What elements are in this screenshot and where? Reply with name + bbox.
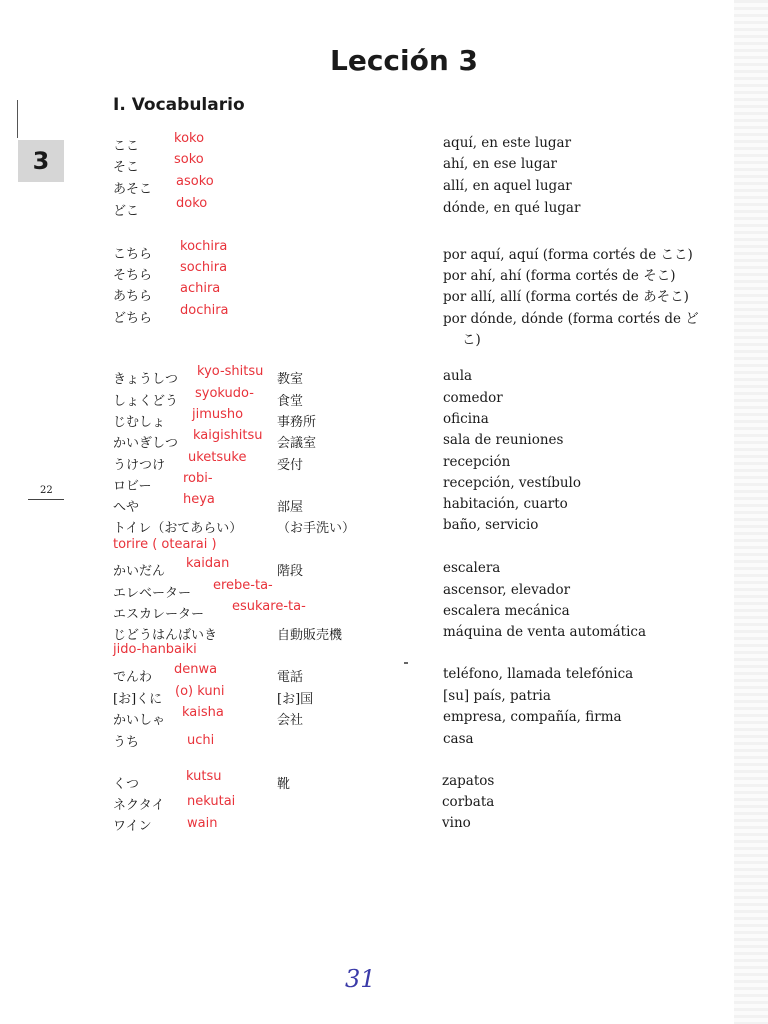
lesson-title: Lección 3 [330, 44, 479, 77]
spanish-meaning: recepción [443, 454, 511, 470]
japanese-term: エレベーター [113, 586, 192, 601]
romaji-note: torire ( otearai ) [113, 537, 217, 552]
kanji-term: 会社 [277, 713, 304, 728]
japanese-term: へや [113, 500, 140, 515]
japanese-term: でんわ [113, 670, 153, 685]
list-item [0, 386, 768, 412]
romaji-note: sochira [180, 260, 228, 275]
list-item [0, 131, 768, 157]
spanish-meaning: dónde, en qué lugar [443, 200, 581, 216]
spanish-meaning: habitación, cuarto [443, 496, 568, 512]
japanese-term: エスカレーター [113, 607, 205, 622]
romaji-note: wain [187, 816, 218, 831]
list-item [0, 281, 768, 307]
romaji-note: doko [176, 196, 208, 211]
romaji-line [0, 642, 768, 664]
list-item [0, 364, 768, 390]
list-item [0, 599, 768, 625]
handwritten-page-number: 31 [345, 965, 376, 993]
list-item [0, 303, 768, 329]
list-item [0, 517, 768, 539]
romaji-note: erebe-ta- [213, 578, 273, 593]
japanese-term: ロビー [113, 479, 152, 494]
list-item [0, 556, 768, 582]
japanese-term: トイレ（おてあらい） [113, 521, 243, 536]
list-item [0, 705, 768, 731]
spanish-meaning: casa [443, 731, 474, 747]
list-item-continuation [0, 328, 768, 350]
romaji-note: kochira [180, 239, 228, 254]
list-item [0, 471, 768, 497]
list-item [0, 450, 768, 476]
japanese-term: しょくどう [113, 394, 179, 409]
romaji-note: kaidan [186, 556, 230, 571]
spanish-meaning: teléfono, llamada telefónica [443, 666, 634, 682]
spanish-meaning: recepción, vestíbulo [443, 475, 581, 491]
list-item [0, 196, 768, 222]
japanese-term: ここ [113, 139, 140, 154]
spanish-meaning: sala de reuniones [443, 432, 564, 448]
spanish-meaning: por aquí, aquí (forma cortés de ここ) [443, 247, 693, 263]
list-item [0, 769, 768, 795]
japanese-term: かいだん [113, 564, 166, 579]
romaji-note: (o) kuni [175, 684, 225, 699]
romaji-note: kaisha [182, 705, 224, 720]
kanji-term: 受付 [277, 458, 304, 473]
list-item [0, 684, 768, 710]
list-item [0, 794, 768, 816]
kanji-term: 部屋 [277, 500, 304, 515]
spanish-meaning: [su] país, patria [443, 688, 551, 704]
kanji-term: 会議室 [277, 436, 317, 451]
romaji-note: uketsuke [188, 450, 247, 465]
romaji-note: soko [174, 152, 204, 167]
spanish-meaning: empresa, compañía, firma [443, 709, 622, 725]
spanish-meaning: oficina [443, 411, 489, 427]
kanji-term: 教室 [277, 372, 304, 387]
romaji-note: syokudo- [195, 386, 254, 401]
japanese-term: うち [113, 735, 140, 750]
japanese-term: どちら [113, 311, 153, 326]
spanish-meaning: por ahí, ahí (forma cortés de そこ) [443, 268, 676, 284]
japanese-term: そちら [113, 268, 153, 283]
list-item [0, 578, 768, 604]
scan-mark [404, 662, 408, 664]
page-number: 22 [40, 485, 53, 496]
romaji-note: esukare-ta- [232, 599, 306, 614]
kanji-term: [お]国 [277, 692, 314, 707]
romaji-note: asoko [176, 174, 214, 189]
kanji-term: 自動販売機 [277, 628, 343, 643]
spanish-meaning: allí, en aquel lugar [443, 178, 572, 194]
spanish-meaning: máquina de venta automática [443, 624, 647, 640]
romaji-note: achira [180, 281, 221, 296]
japanese-term: かいしゃ [113, 713, 166, 728]
romaji-note: koko [174, 131, 205, 146]
japanese-term: かいぎしつ [113, 436, 179, 451]
spanish-meaning: comedor [443, 390, 503, 406]
kanji-term: 電話 [277, 670, 304, 685]
japanese-term: じむしょ [113, 415, 166, 430]
list-item [0, 731, 768, 753]
kanji-term: 階段 [277, 564, 304, 579]
japanese-term: あちら [113, 289, 153, 304]
list-item [0, 407, 768, 433]
spanish-meaning: aquí, en este lugar [443, 135, 572, 151]
romaji-note: denwa [174, 662, 218, 677]
spanish-meaning: aula [443, 368, 473, 384]
spanish-meaning: escalera [443, 560, 501, 576]
spanish-meaning-continuation: こ) [462, 332, 481, 348]
japanese-term: そこ [113, 160, 140, 175]
list-item [0, 815, 768, 837]
spanish-meaning: baño, servicio [443, 517, 539, 533]
romaji-note: nekutai [187, 794, 236, 809]
japanese-term: [お]くに [113, 692, 163, 707]
romaji-note: kyo-shitsu [197, 364, 264, 379]
spanish-meaning: ahí, en ese lugar [443, 156, 557, 172]
japanese-term: あそこ [113, 182, 153, 197]
list-item [0, 152, 768, 178]
spanish-meaning: zapatos [442, 773, 495, 789]
romaji-note: jimusho [192, 407, 244, 422]
lesson-tab: 3 [18, 140, 64, 182]
romaji-line [0, 537, 768, 559]
kanji-term: 食堂 [277, 394, 304, 409]
spanish-meaning: vino [442, 815, 471, 831]
list-item [0, 260, 768, 286]
list-item [0, 428, 768, 454]
kanji-term: （お手洗い） [277, 521, 356, 536]
spanish-meaning: corbata [442, 794, 495, 810]
japanese-term: じどうはんばいき [113, 628, 218, 643]
japanese-term: ネクタイ [113, 798, 165, 813]
japanese-term: くつ [113, 777, 140, 792]
spanish-meaning: por dónde, dónde (forma cortés de ど [443, 311, 699, 327]
romaji-note: dochira [180, 303, 229, 318]
romaji-note: kutsu [186, 769, 222, 784]
list-item [0, 174, 768, 200]
kanji-term: 事務所 [277, 415, 317, 430]
japanese-term: こちら [113, 247, 153, 262]
romaji-note: heya [183, 492, 215, 507]
spanish-meaning: escalera mecánica [443, 603, 570, 619]
list-item [0, 239, 768, 265]
japanese-term: ワイン [113, 819, 152, 834]
list-item [0, 492, 768, 518]
romaji-note: kaigishitsu [193, 428, 263, 443]
romaji-note: jido-hanbaiki [113, 642, 197, 657]
list-item [0, 662, 768, 688]
spanish-meaning: por allí, allí (forma cortés de あそこ) [443, 289, 689, 305]
section-title: I. Vocabulario [113, 95, 245, 115]
kanji-term: 靴 [277, 777, 291, 792]
japanese-term: うけつけ [113, 458, 166, 473]
romaji-note: robi- [183, 471, 213, 486]
japanese-term: きょうしつ [113, 372, 179, 387]
romaji-note: uchi [187, 733, 215, 748]
spanish-meaning: ascensor, elevador [443, 582, 571, 598]
japanese-term: どこ [113, 204, 140, 219]
